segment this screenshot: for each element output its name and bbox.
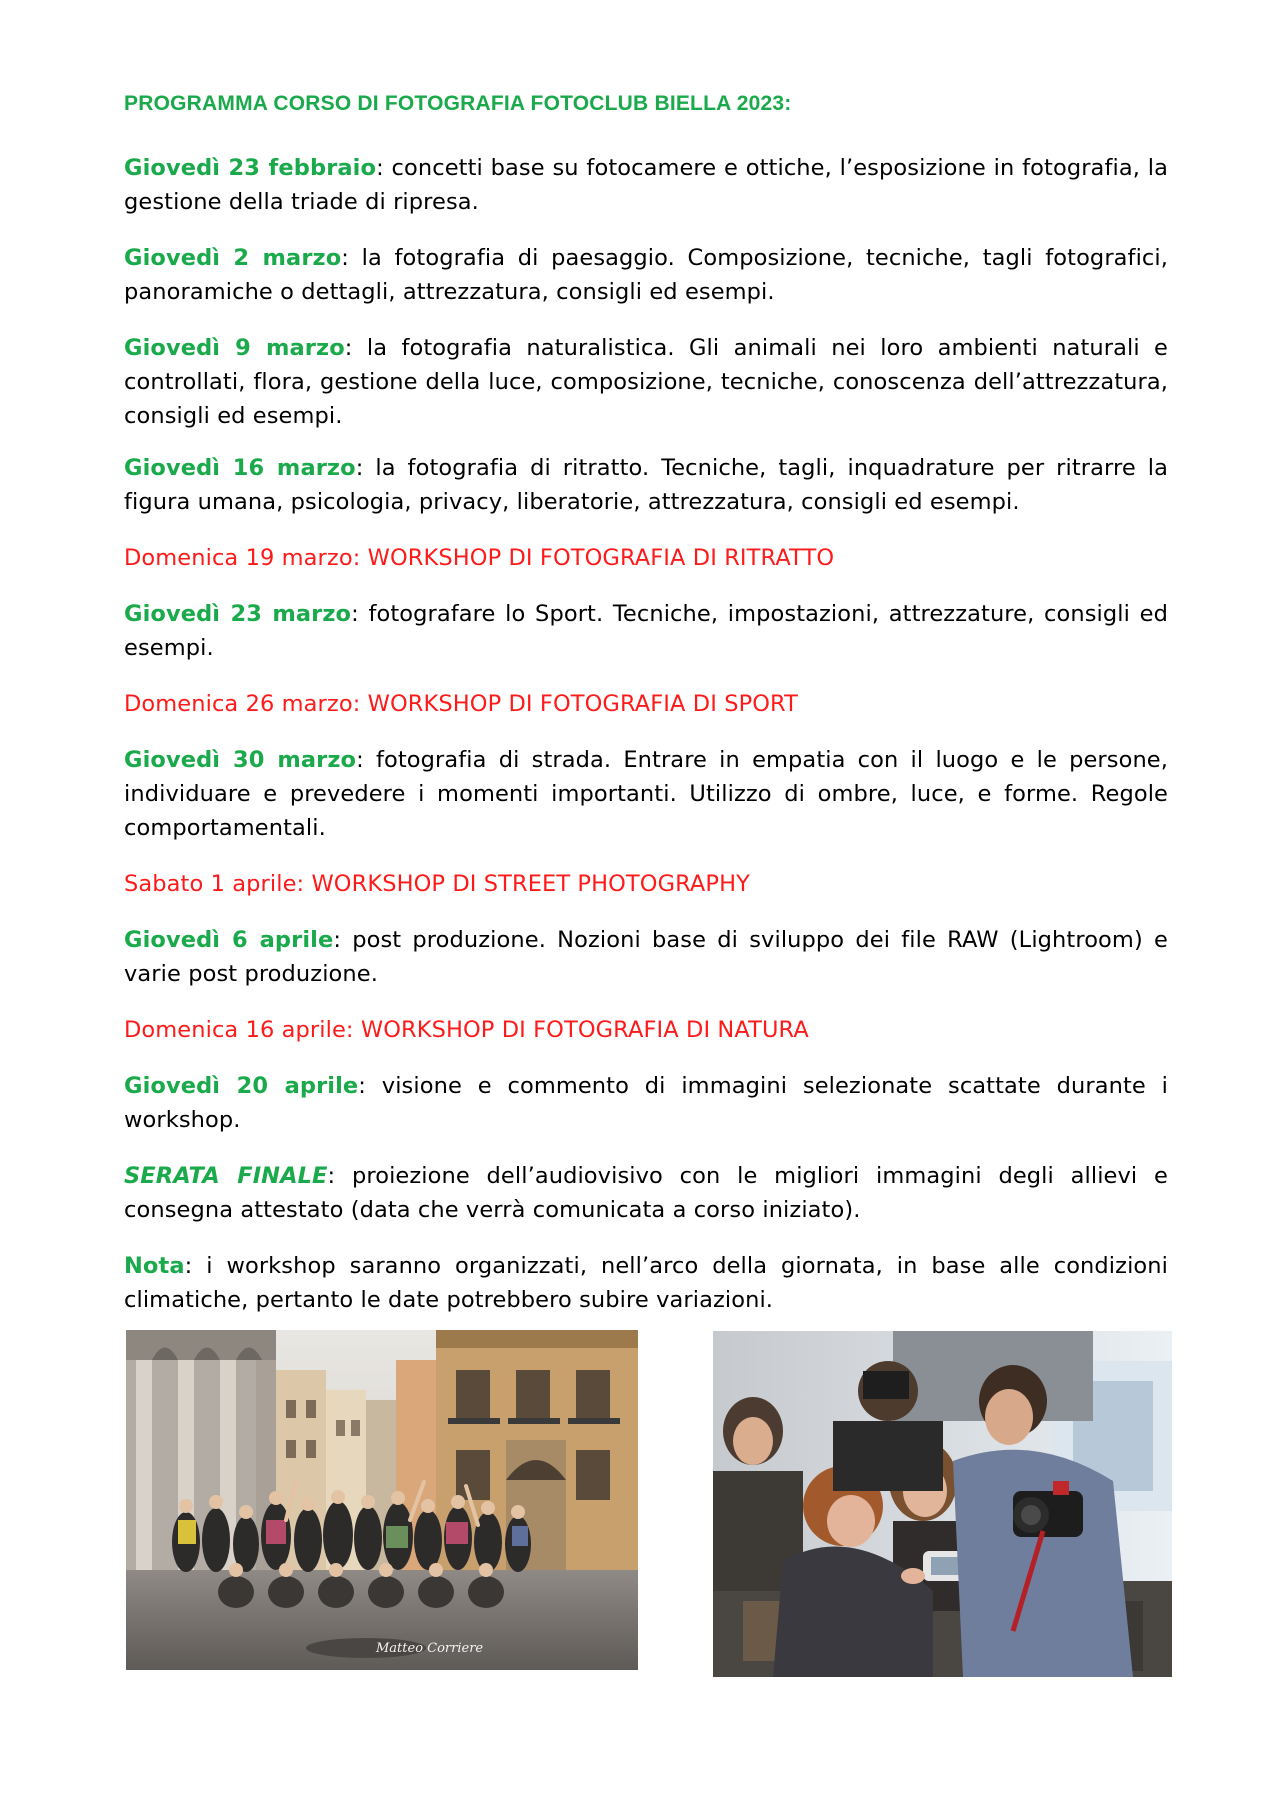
entry-16-marzo: [124, 451, 1168, 519]
entry-text: : la fotografia di paesaggio. Composizione, tecniche, tagli fotografici, panoramiche o dettagli, attrezzatura, consigli ed esempi.: [124, 245, 1169, 305]
entry-30-marzo: [124, 743, 1168, 845]
entry-text: : post produzione. Nozioni base di sviluppo dei file RAW (Lightroom) e varie post produzione.: [124, 927, 1168, 987]
entry-23-marzo: [124, 597, 1168, 665]
group-street-image: [126, 1330, 638, 1670]
entry-date: Nota: [124, 1253, 185, 1279]
entry-text: : fotografia di strada. Entrare in empatia con il luogo e le persone, individuare e prevedere i momenti importanti. Utilizzo di ombre, luce, e forme. Regole comportamentali.: [124, 747, 1168, 841]
entry-23-febbraio: [124, 151, 1168, 219]
entry-text: : proiezione dell’audiovisivo con le migliori immagini degli allievi e consegna attestato (data che verrà comunicata a corso iniziato).: [124, 1163, 1168, 1223]
workshop-26-marzo: Domenica 26 marzo: WORKSHOP DI FOTOGRAFIA DI SPORT: [124, 691, 799, 717]
workshop-camera-image: [713, 1331, 1172, 1677]
entry-text: : visione e commento di immagini selezionate scattate durante i workshop.: [124, 1073, 1168, 1133]
entry-date: Giovedì 23 marzo: [124, 601, 352, 627]
entry-date: Giovedì 20 aprile: [124, 1073, 359, 1099]
entry-2-marzo: [124, 241, 1168, 309]
entry-date: Giovedì 6 aprile: [124, 927, 334, 953]
entry-date: Giovedì 16 marzo: [124, 455, 356, 481]
entry-text: : la fotografia di ritratto. Tecniche, tagli, inquadrature per ritrarre la figura umana, psicologia, privacy, liberatorie, attrezzatura, consigli ed esempi.: [124, 455, 1168, 515]
entry-nota: [124, 1249, 1168, 1317]
group-street-photo: [126, 1330, 638, 1670]
workshop-16-aprile: Domenica 16 aprile: WORKSHOP DI FOTOGRAFIA DI NATURA: [124, 1017, 809, 1043]
photographer-signature: Matteo Corriere: [376, 1641, 484, 1656]
entry-text: : la fotografia naturalistica. Gli animali nei loro ambienti naturali e controllati, flora, gestione della luce, composizione, tecniche, conoscenza dell’attrezzatura, consigli ed esempi.: [124, 335, 1168, 429]
entry-20-aprile: [124, 1069, 1168, 1137]
entry-date: Giovedì 9 marzo: [124, 335, 345, 361]
entry-date: Giovedì 30 marzo: [124, 747, 357, 773]
entry-date: Giovedì 2 marzo: [124, 245, 342, 271]
workshop-camera-photo: [713, 1331, 1172, 1677]
entry-text: : fotografare lo Sport. Tecniche, impostazioni, attrezzature, consigli ed esempi.: [124, 601, 1168, 661]
entry-date: SERATA FINALE: [124, 1163, 328, 1189]
entry-text: : i workshop saranno organizzati, nell’arco della giornata, in base alle condizioni climatiche, pertanto le date potrebbero subire variazioni.: [124, 1253, 1168, 1313]
entry-text: : concetti base su fotocamere e ottiche, l’esposizione in fotografia, la gestione della triade di ripresa.: [124, 155, 1168, 215]
program-list: [124, 151, 1168, 1317]
workshop-1-aprile: Sabato 1 aprile: WORKSHOP DI STREET PHOTOGRAPHY: [124, 871, 750, 897]
entry-6-aprile: [124, 923, 1168, 991]
workshop-19-marzo: Domenica 19 marzo: WORKSHOP DI FOTOGRAFIA DI RITRATTO: [124, 545, 835, 571]
entry-date: Giovedì 23 febbraio: [124, 155, 377, 181]
page-title: PROGRAMMA CORSO DI FOTOGRAFIA FOTOCLUB BIELLA 2023:: [124, 92, 792, 115]
entry-9-marzo: [124, 331, 1168, 433]
entry-serata-finale: [124, 1159, 1168, 1227]
